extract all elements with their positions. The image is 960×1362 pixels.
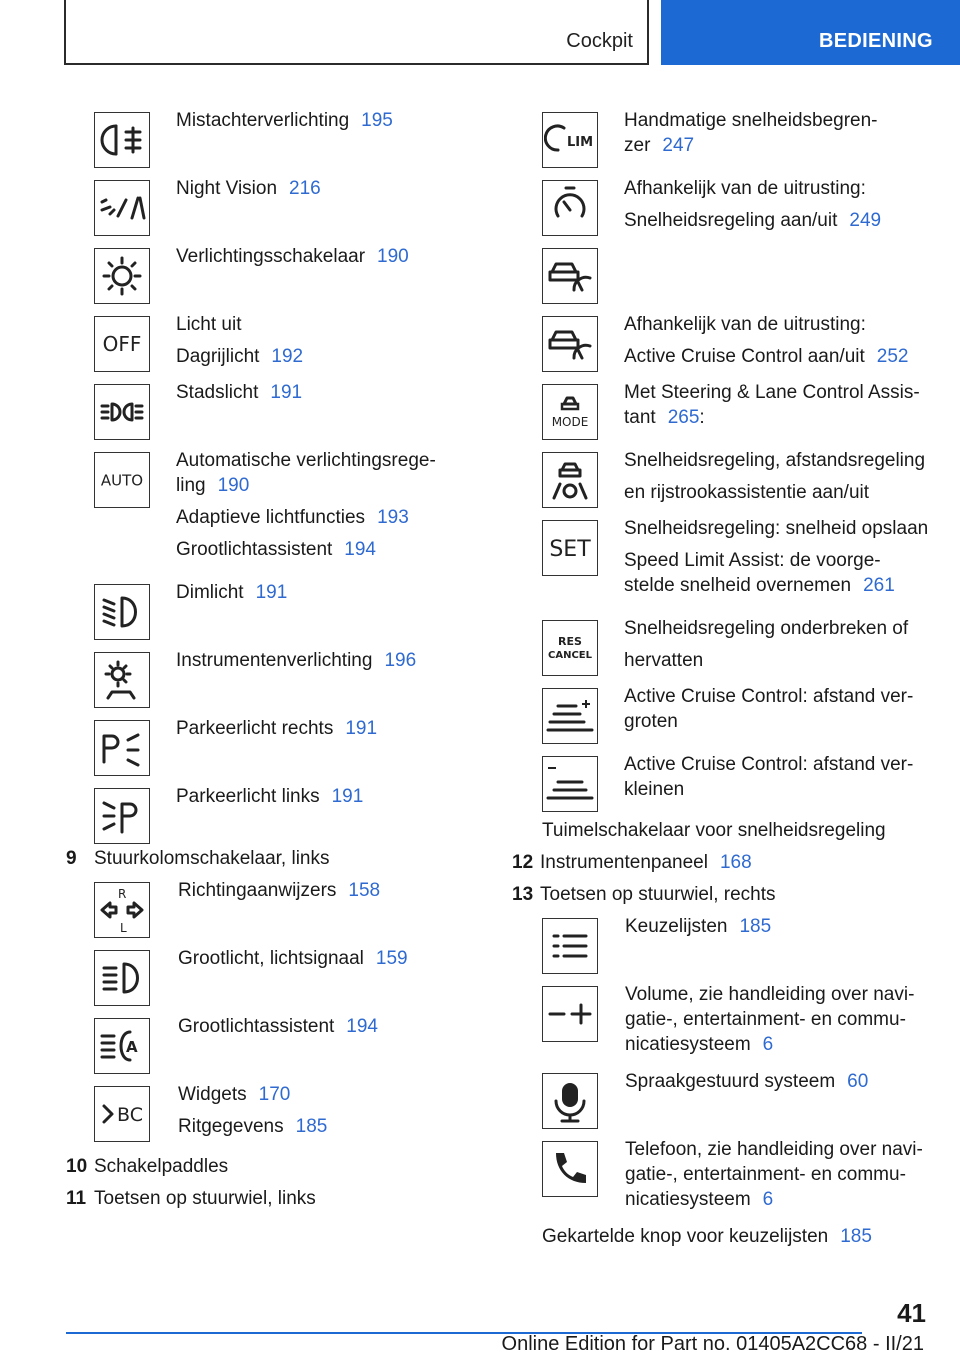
entry-text [178, 878, 380, 946]
entry-text [178, 946, 408, 1014]
entry-label: Richtingaanwijzers [178, 880, 337, 901]
entry-label: Snelheidsregeling aan/uit [624, 210, 838, 231]
entry-line [176, 505, 436, 530]
entry-line [624, 312, 908, 337]
symbol-entry [66, 176, 456, 244]
entry-text [178, 1014, 378, 1082]
header-chapter-title: BEDIENING [819, 30, 933, 52]
symbol-entry [66, 946, 456, 1014]
acc-car-icon [542, 316, 598, 372]
entry-label: Volume, zie handleiding over navi- [625, 984, 915, 1005]
entry-line [625, 1162, 923, 1187]
item-label: Toetsen op stuurwiel, rechts [540, 884, 776, 905]
entry-line [176, 312, 303, 337]
entry-line [176, 176, 321, 201]
page-reference-link[interactable]: 60 [847, 1071, 869, 1092]
off-icon [94, 316, 150, 372]
entry-label: Night Vision [176, 178, 278, 199]
microphone-icon [542, 1073, 598, 1129]
entry-text [624, 516, 928, 616]
entry-label: kleinen [624, 779, 685, 800]
entry-label: Active Cruise Control aan/uit [624, 346, 865, 367]
page-reference-link[interactable]: 191 [255, 582, 288, 603]
item-label: Instrumentenpaneel [540, 852, 708, 873]
header-chapter-tab [661, 0, 960, 65]
entry-line [624, 176, 881, 201]
entry-line [625, 1032, 914, 1057]
entry-label: tant [624, 407, 656, 428]
symbol-entry [66, 312, 456, 380]
entry-label: Snelheidsregeling, afstandsregeling [624, 450, 926, 471]
entry-text [624, 752, 913, 820]
entry-label: Met Steering & Lane Control Assis- [624, 382, 920, 403]
parking-light-right-icon [94, 720, 150, 776]
page-reference-link[interactable]: 190 [217, 475, 250, 496]
numbered-item [66, 1154, 456, 1179]
symbol-entry [66, 108, 456, 176]
symbol-entry [66, 716, 456, 784]
symbol-entry [66, 784, 456, 852]
page-reference-link[interactable]: 249 [849, 210, 882, 231]
symbol-entry [512, 312, 942, 380]
entry-label: Snelheidsregeling onderbreken of [624, 618, 909, 639]
page-reference-link[interactable]: 6 [762, 1034, 774, 1055]
list-icon [542, 918, 598, 974]
light-switch-icon [94, 248, 150, 304]
entry-text [178, 1082, 327, 1150]
svg-text:BC: BC [117, 1104, 143, 1126]
page-reference-link[interactable]: 192 [271, 346, 304, 367]
entry-line [178, 878, 380, 903]
entry-line [624, 448, 925, 473]
high-beam-icon [94, 950, 150, 1006]
entry-label: Ritgegevens [178, 1116, 284, 1137]
svg-text:RES: RES [558, 635, 582, 648]
high-beam-assistant-icon [94, 1018, 150, 1074]
entry-label: Verlichtingsschakelaar [176, 246, 366, 267]
entry-label: Keuzelijsten [625, 916, 728, 937]
svg-text:CANCEL: CANCEL [548, 650, 592, 661]
entry-line [625, 1007, 914, 1032]
entry-text [624, 108, 878, 176]
entry-label: Dagrijlicht [176, 346, 260, 367]
auto-icon [94, 452, 150, 508]
symbol-entry [512, 244, 942, 312]
entry-line [624, 752, 913, 777]
page-reference-link[interactable]: 158 [348, 880, 381, 901]
entry-line [624, 548, 928, 573]
symbol-entry [512, 1137, 942, 1224]
item-number: 9 [66, 848, 77, 869]
page-reference-link[interactable]: 185 [295, 1116, 328, 1137]
entry-text [176, 244, 409, 312]
entry-line [624, 344, 908, 369]
entry-label: Handmatige snelheidsbegren- [624, 110, 878, 131]
entry-line [176, 580, 287, 605]
item-number: 11 [66, 1188, 87, 1209]
entry-text [176, 312, 303, 380]
entry-text [624, 380, 920, 448]
distance-increase-icon [542, 688, 598, 744]
page-reference-link[interactable]: 185 [739, 916, 772, 937]
header-section-title: Cockpit [566, 30, 633, 52]
entry-label: Parkeerlicht links [176, 786, 320, 807]
symbol-entry [512, 914, 942, 982]
entry-text [176, 448, 436, 580]
page-reference-link[interactable]: 247 [662, 135, 695, 156]
parking-light-left-icon [94, 788, 150, 844]
entry-label: Licht uit [176, 314, 242, 335]
item-number: 10 [66, 1156, 88, 1177]
set-icon [542, 520, 598, 576]
entry-text [625, 1137, 923, 1224]
entry-text [176, 580, 287, 648]
knob-caption [542, 1224, 942, 1249]
item-number: 12 [512, 852, 534, 873]
entry-text [624, 176, 881, 244]
entry-line [624, 684, 913, 709]
entry-label: stelde snelheid overnemen [624, 575, 852, 596]
entry-label: hervatten [624, 650, 704, 671]
entry-line [178, 946, 408, 971]
item-label: Schakelpaddles [94, 1156, 229, 1177]
svg-text:R: R [118, 887, 127, 901]
entry-line [176, 108, 393, 133]
entry-text [625, 1069, 868, 1137]
page-reference-link[interactable]: 159 [375, 948, 408, 969]
entry-text [176, 648, 416, 716]
page-reference-link[interactable]: 191 [331, 786, 364, 807]
entry-label: Speed Limit Assist: de voorge- [624, 550, 881, 571]
svg-text:MODE: MODE [551, 415, 589, 429]
page-reference-link[interactable]: 185 [840, 1226, 872, 1247]
page-reference-link[interactable]: 191 [270, 382, 303, 403]
symbol-entry [512, 516, 942, 616]
entry-label: Telefoon, zie handleiding over navi- [625, 1139, 923, 1160]
entry-label: Widgets [178, 1084, 247, 1105]
entry-line [624, 133, 878, 158]
entry-line [176, 537, 436, 562]
svg-text:SET: SET [549, 536, 591, 562]
symbol-entry [66, 878, 456, 946]
res-cancel-icon [542, 620, 598, 676]
symbol-entry [66, 448, 456, 580]
svg-text:AUTO: AUTO [100, 471, 144, 490]
page-number: 41 [897, 1298, 926, 1328]
svg-text:A: A [126, 1038, 138, 1056]
page-reference-link[interactable]: 170 [258, 1084, 291, 1105]
entry-line [625, 1187, 923, 1212]
page-reference-link[interactable]: 194 [346, 1016, 378, 1037]
symbol-entry [512, 448, 942, 516]
svg-text:LIM: LIM [566, 135, 594, 150]
entry-text [176, 176, 321, 244]
turn-signal-icon [94, 882, 150, 938]
low-beam-icon [94, 584, 150, 640]
entry-label: Automatische verlichtingsrege- [176, 450, 436, 471]
entry-line [625, 982, 914, 1007]
entry-label: Stadslicht [176, 382, 259, 403]
entry-line [176, 716, 377, 741]
entry-label: Mistachterverlichting [176, 110, 350, 131]
entry-line [625, 914, 771, 939]
entry-text [624, 616, 908, 684]
symbol-entry [66, 1082, 456, 1150]
entry-label: Spraakgestuurd systeem [625, 1071, 836, 1092]
entry-label: Instrumentenverlichting [176, 650, 373, 671]
entry-line [176, 344, 303, 369]
entry-text [176, 716, 377, 784]
phone-icon [542, 1141, 598, 1197]
entry-line [624, 616, 908, 641]
page-reference-link[interactable]: 195 [361, 110, 393, 131]
entry-text [176, 108, 393, 176]
symbol-entry [512, 982, 942, 1069]
entry-label: Dimlicht [176, 582, 244, 603]
entry-label: Adaptieve lichtfuncties [176, 507, 366, 528]
page-reference-link[interactable]: 252 [876, 346, 909, 367]
page-reference-link[interactable]: 168 [719, 852, 752, 873]
numbered-item [512, 850, 942, 875]
entry-label: Active Cruise Control: afstand ver- [624, 686, 914, 707]
symbol-entry [512, 1069, 942, 1137]
symbol-entry [66, 380, 456, 448]
mode-icon [542, 384, 598, 440]
page-reference-link[interactable]: 191 [345, 718, 378, 739]
entry-line [624, 709, 913, 734]
entry-text [176, 380, 302, 448]
entry-label: Parkeerlicht rechts [176, 718, 334, 739]
page-reference-link[interactable]: 216 [289, 178, 321, 199]
entry-label: zer [624, 135, 651, 156]
entry-label: groten [624, 711, 678, 732]
entry-label: Snelheidsregeling: snelheid opslaan [624, 518, 929, 539]
entry-text [624, 448, 925, 516]
numbered-item [512, 882, 942, 907]
page-reference-link[interactable]: 190 [377, 246, 409, 267]
entry-line [176, 784, 363, 809]
entry-label: gatie-, entertainment- en commu- [625, 1164, 906, 1185]
svg-text:OFF: OFF [102, 332, 142, 357]
rocker-caption: Tuimelschakelaar voor snelheidsregeling [542, 820, 886, 841]
symbol-entry [66, 648, 456, 716]
page-reference-link[interactable]: 265 [667, 407, 700, 428]
entry-line [624, 648, 908, 673]
entry-text [624, 312, 908, 380]
entry-label: nicatiesysteem [625, 1189, 751, 1210]
symbol-entry [512, 616, 942, 684]
entry-line [178, 1114, 327, 1139]
instrument-lighting-icon [94, 652, 150, 708]
entry-line [624, 208, 881, 233]
item-number: 13 [512, 884, 534, 905]
symbol-entry [512, 684, 942, 752]
entry-line [624, 108, 878, 133]
entry-text [625, 914, 771, 982]
entry-label: Active Cruise Control: afstand ver- [624, 754, 914, 775]
entry-label: nicatiesysteem [625, 1034, 751, 1055]
right-column [512, 108, 942, 1256]
entry-line [176, 448, 436, 473]
entry-line [178, 1014, 378, 1039]
left-column [66, 108, 456, 1218]
symbol-entry [512, 176, 942, 244]
numbered-item [66, 1186, 456, 1211]
entry-line [624, 405, 920, 430]
lim-icon [542, 112, 598, 168]
page-reference-link[interactable]: 261 [863, 575, 895, 596]
entry-label: Grootlicht, lichtsignaal [178, 948, 364, 969]
symbol-entry [66, 244, 456, 312]
footer-edition: Online Edition for Part no. 01405A2CC68 - II/21 [501, 1333, 924, 1355]
page-reference-link[interactable]: 194 [344, 539, 376, 560]
cruise-control-icon [542, 180, 598, 236]
knob-caption-label: Gekartelde knop voor keuzelijsten [542, 1226, 829, 1247]
entry-line [625, 1069, 868, 1094]
entry-label: Afhankelijk van de uitrusting: [624, 314, 866, 335]
symbol-entry [512, 108, 942, 176]
entry-line [176, 473, 436, 498]
page-reference-link[interactable]: 196 [384, 650, 417, 671]
svg-text:L: L [120, 921, 127, 935]
entry-line [178, 1082, 327, 1107]
acc-car-icon [542, 248, 598, 304]
entry-suffix: : [699, 407, 705, 428]
entry-line [176, 648, 416, 673]
entry-line [624, 573, 928, 598]
entry-label: en rijstrookassistentie aan/uit [624, 482, 870, 503]
entry-line [624, 380, 920, 405]
symbol-entry [66, 1014, 456, 1082]
rear-fog-light-icon [94, 112, 150, 168]
entry-line [176, 380, 302, 405]
entry-label: gatie-, entertainment- en commu- [625, 1009, 906, 1030]
entry-line [624, 516, 928, 541]
symbol-entry [512, 752, 942, 820]
entry-line [624, 480, 925, 505]
entry-label: ling [176, 475, 206, 496]
parking-lights-icon [94, 384, 150, 440]
symbol-entry [512, 380, 942, 448]
entry-text [624, 684, 913, 752]
entry-text [625, 982, 914, 1069]
symbol-entry [66, 580, 456, 648]
entry-line [625, 1137, 923, 1162]
volume-icon [542, 986, 598, 1042]
entry-label: Grootlichtassistent [176, 539, 333, 560]
night-vision-icon [94, 180, 150, 236]
entry-text [176, 784, 363, 852]
bc-icon [94, 1086, 150, 1142]
entry-label: Grootlichtassistent [178, 1016, 335, 1037]
item-label: Toetsen op stuurwiel, links [94, 1188, 316, 1209]
entry-line [176, 244, 409, 269]
entry-label: Afhankelijk van de uitrusting: [624, 178, 866, 199]
lane-assist-icon [542, 452, 598, 508]
page-reference-link[interactable]: 6 [762, 1189, 774, 1210]
distance-decrease-icon [542, 756, 598, 812]
item-label: Stuurkolomschakelaar, links [94, 848, 330, 869]
page-reference-link[interactable]: 193 [377, 507, 409, 528]
entry-line [624, 777, 913, 802]
header-section-box [64, 0, 649, 65]
